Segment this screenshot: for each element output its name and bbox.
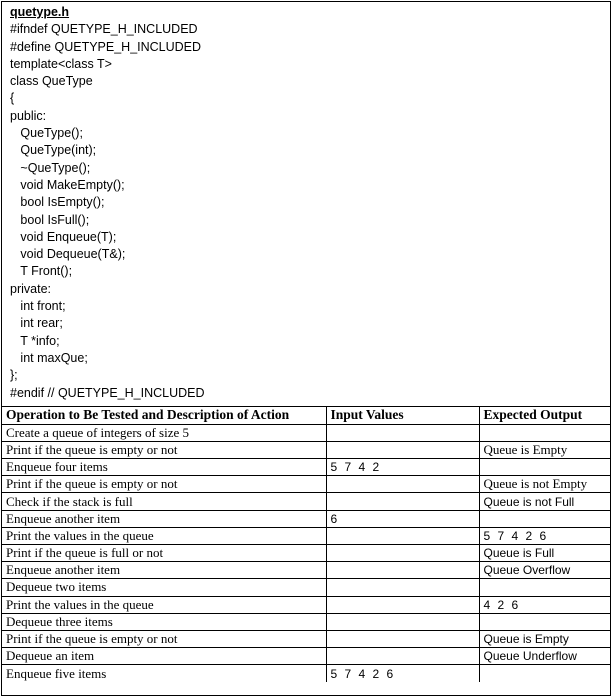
code-line: ~QueType(); <box>10 160 91 175</box>
operation-cell: Enqueue five items <box>2 665 326 682</box>
table-header-row <box>2 407 610 424</box>
table-row <box>2 545 610 562</box>
output-cell: Queue is not Full <box>479 493 610 510</box>
code-line: bool IsEmpty(); <box>10 195 105 210</box>
column-header-output: Expected Output <box>479 407 610 424</box>
output-cell <box>479 613 610 630</box>
code-line: { <box>10 91 15 106</box>
table-row <box>2 459 610 476</box>
output-cell <box>479 459 610 476</box>
output-cell: 5 7 4 2 6 <box>479 527 610 544</box>
code-line: T Front(); <box>10 264 73 279</box>
input-cell <box>326 613 479 630</box>
table-row <box>2 527 610 544</box>
operation-cell: Dequeue an item <box>2 648 326 665</box>
operation-cell: Enqueue another item <box>2 510 326 527</box>
table-row <box>2 476 610 493</box>
code-line: QueType(int); <box>10 143 97 158</box>
test-cases-table <box>2 407 610 682</box>
code-line: int maxQue; <box>10 350 88 365</box>
output-cell <box>479 665 610 682</box>
table-row <box>2 579 610 596</box>
table-row <box>2 493 610 510</box>
table-row <box>2 424 610 441</box>
operation-cell: Enqueue four items <box>2 459 326 476</box>
operation-cell: Print if the queue is full or not <box>2 545 326 562</box>
input-cell <box>326 630 479 647</box>
input-cell <box>326 562 479 579</box>
table-row <box>2 630 610 647</box>
header-file-code <box>2 2 610 407</box>
output-cell <box>479 579 610 596</box>
operation-cell: Print if the queue is empty or not <box>2 441 326 458</box>
operation-cell: Dequeue two items <box>2 579 326 596</box>
column-header-input: Input Values <box>326 407 479 424</box>
code-line: #endif // QUETYPE_H_INCLUDED <box>10 385 205 400</box>
code-line: int front; <box>10 299 66 314</box>
input-cell <box>326 579 479 596</box>
operation-cell: Dequeue three items <box>2 613 326 630</box>
operation-cell: Check if the stack is full <box>2 493 326 510</box>
code-line: void MakeEmpty(); <box>10 177 125 192</box>
table-row <box>2 613 610 630</box>
code-line: public: <box>10 108 47 123</box>
input-cell: 6 <box>326 510 479 527</box>
input-cell: 5 7 4 2 <box>326 459 479 476</box>
input-cell <box>326 476 479 493</box>
output-cell: Queue Overflow <box>479 562 610 579</box>
table-row <box>2 510 610 527</box>
input-cell <box>326 441 479 458</box>
input-cell: 5 7 4 2 6 <box>326 665 479 682</box>
output-cell: 4 2 6 <box>479 596 610 613</box>
operation-cell: Print the values in the queue <box>2 596 326 613</box>
code-line: T *info; <box>10 333 60 348</box>
document-frame <box>1 1 611 696</box>
code-line: #ifndef QUETYPE_H_INCLUDED <box>10 22 198 37</box>
code-line: bool IsFull(); <box>10 212 90 227</box>
table-row <box>2 665 610 682</box>
operation-cell: Print if the queue is empty or not <box>2 476 326 493</box>
input-cell <box>326 596 479 613</box>
code-line: }; <box>10 368 18 383</box>
code-line: #define QUETYPE_H_INCLUDED <box>10 39 202 54</box>
code-line: private: <box>10 281 51 296</box>
code-line: class QueType <box>10 74 93 89</box>
operation-cell: Print if the queue is empty or not <box>2 630 326 647</box>
file-title: quetype.h <box>10 5 70 19</box>
table-row <box>2 441 610 458</box>
table-row <box>2 648 610 665</box>
output-cell: Queue Underflow <box>479 648 610 665</box>
operation-cell: Create a queue of integers of size 5 <box>2 424 326 441</box>
code-line: void Dequeue(T&); <box>10 247 126 262</box>
output-cell: Queue is Empty <box>479 441 610 458</box>
code-line: void Enqueue(T); <box>10 229 117 244</box>
column-header-operation: Operation to Be Tested and Description of Action <box>2 407 326 424</box>
code-line: int rear; <box>10 316 63 331</box>
output-cell <box>479 424 610 441</box>
output-cell: Queue is not Empty <box>479 476 610 493</box>
code-line: QueType(); <box>10 126 83 141</box>
input-cell <box>326 493 479 510</box>
code-line: template<class T> <box>10 56 112 71</box>
input-cell <box>326 527 479 544</box>
output-cell <box>479 510 610 527</box>
table-row <box>2 562 610 579</box>
output-cell: Queue is Empty <box>479 630 610 647</box>
table-row <box>2 596 610 613</box>
input-cell <box>326 545 479 562</box>
output-cell: Queue is Full <box>479 545 610 562</box>
input-cell <box>326 648 479 665</box>
operation-cell: Print the values in the queue <box>2 527 326 544</box>
input-cell <box>326 424 479 441</box>
operation-cell: Enqueue another item <box>2 562 326 579</box>
